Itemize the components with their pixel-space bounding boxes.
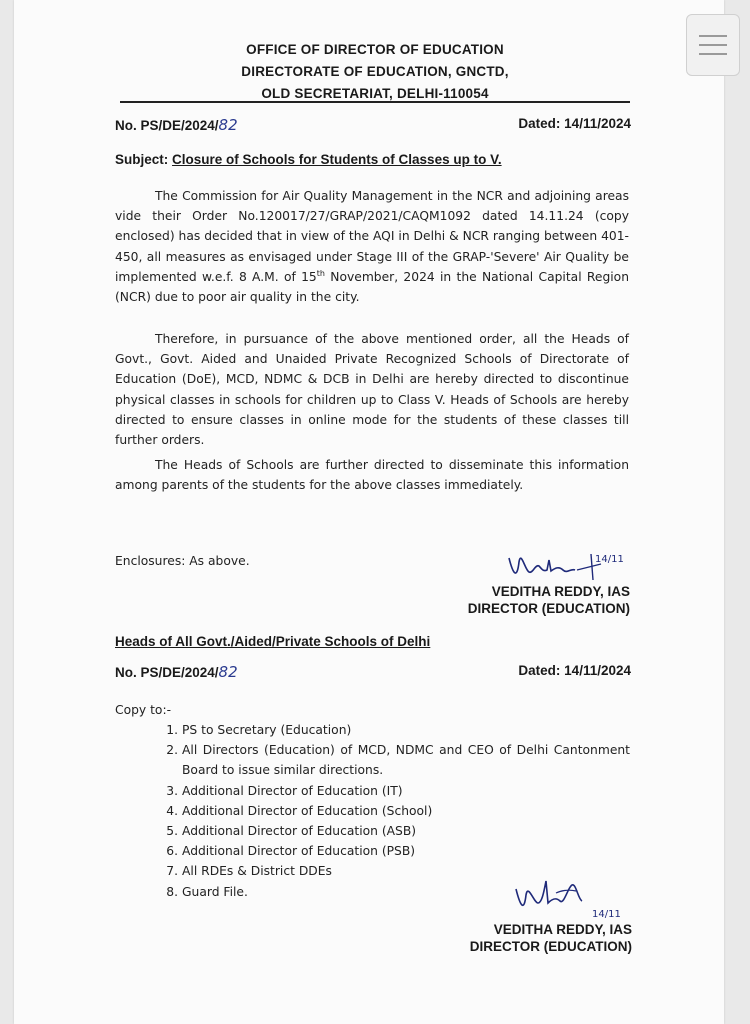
signatory-name: VEDITHA REDDY, IAS: [493, 922, 632, 937]
handwritten-number: 82: [218, 116, 238, 134]
copy-to-item-number: 1.: [166, 723, 178, 737]
header-rule: [120, 101, 630, 103]
copy-to-item: [140, 821, 630, 841]
copy-to-item: [140, 720, 630, 740]
address-heading: OLD SECRETARIAT, DELHI-110054: [261, 86, 489, 101]
copy-to-item-number: 3.: [166, 783, 178, 798]
copy-to-item-number: 2.: [166, 743, 178, 758]
copy-to-item-text: All RDEs & District DDEs: [182, 864, 332, 879]
copy-to-item-text: PS to Secretary (Education): [182, 723, 352, 737]
paragraph-2: Therefore, in pursuance of the above mentioned order, all the Heads of Govt., Govt. Aided and Unaided Private Recognized Schools of Directorate of Education (DoE), MCD, NDMC & DCB in Delhi are hereby directed to discontinue physical classes in schools for children up to Class V. Heads of Schools are hereby directed to ensure classes in online mode for the students of these classes till further orders.: [115, 332, 629, 448]
reference-line-top: [115, 116, 631, 134]
handwritten-number: 82: [218, 663, 238, 681]
reference-number: No. PS/DE/2024/82: [115, 116, 238, 134]
enclosures-note: Enclosures: As above.: [115, 554, 250, 568]
subject-text: Closure of Schools for Students of Classes up to V.: [172, 152, 502, 167]
menu-line: [699, 35, 727, 37]
subject-label: Subject:: [115, 152, 169, 167]
copy-to-item-number: 4.: [166, 803, 178, 818]
subject-line: [115, 152, 635, 167]
signatory-name: VEDITHA REDDY, IAS: [491, 584, 630, 599]
copy-to-item-text: Guard File.: [182, 884, 248, 899]
copy-to-item-text: Additional Director of Education (ASB): [182, 824, 417, 839]
copy-to-item-number: 6.: [166, 844, 178, 859]
copy-to-item-number: 7.: [166, 864, 178, 879]
copy-to-item-number: 5.: [166, 824, 178, 839]
copy-to-item: [140, 781, 630, 801]
date: Dated: 14/11/2024: [518, 663, 631, 678]
signatory-2-block: [470, 921, 632, 955]
copy-to-item: [140, 841, 630, 861]
paragraph-1: The Commission for Air Quality Management in the NCR and adjoining areas vide their Order No.120017/27/GRAP/2021/CAQM1092 dated 14.11.24 (copy enclosed) has decided that in view of the AQI in Delhi & NCR ranging between 401-450, all measures as envisaged under Stage III of the GRAP-'Severe' Air Quality be implemented w.e.f. 8 A.M. of 15th November, 2024 in the National Capital Region (NCR) due to poor air quality in the city.: [115, 189, 629, 305]
copy-to-item-text: Additional Director of Education (School): [182, 803, 433, 818]
date: Dated: 14/11/2024: [518, 116, 631, 131]
directorate-heading: DIRECTORATE OF EDUCATION, GNCTD,: [241, 64, 509, 79]
office-heading: OFFICE OF DIRECTOR OF EDUCATION: [246, 42, 504, 57]
copy-to-item: [140, 801, 630, 821]
reference-number: No. PS/DE/2024/82: [115, 663, 238, 681]
svg-text:14/11: 14/11: [595, 554, 624, 565]
addressee-line: Heads of All Govt./Aided/Private Schools of Delhi: [115, 634, 431, 649]
copy-to-item: [140, 740, 630, 780]
signatory-title: DIRECTOR (EDUCATION): [467, 601, 630, 616]
reference-line-bottom: [115, 663, 631, 681]
signature-2: [512, 873, 632, 923]
copy-to-item-text: Additional Director of Education (IT): [182, 783, 403, 798]
copy-to-item-text: All Directors (Education) of MCD, NDMC and CEO of Delhi Cantonment Board to issue similar directions.: [182, 743, 630, 778]
copy-to-label: Copy to:-: [115, 703, 172, 717]
signatory-1-block: [468, 583, 630, 617]
paragraph-3: The Heads of Schools are further directed to disseminate this information among parents of the students for the above classes immediately.: [115, 458, 629, 493]
signatory-title: DIRECTOR (EDUCATION): [469, 939, 632, 954]
copy-to-item-number: 8.: [166, 884, 178, 899]
svg-text:14/11: 14/11: [592, 909, 621, 920]
copy-to-item-text: Additional Director of Education (PSB): [182, 844, 416, 859]
